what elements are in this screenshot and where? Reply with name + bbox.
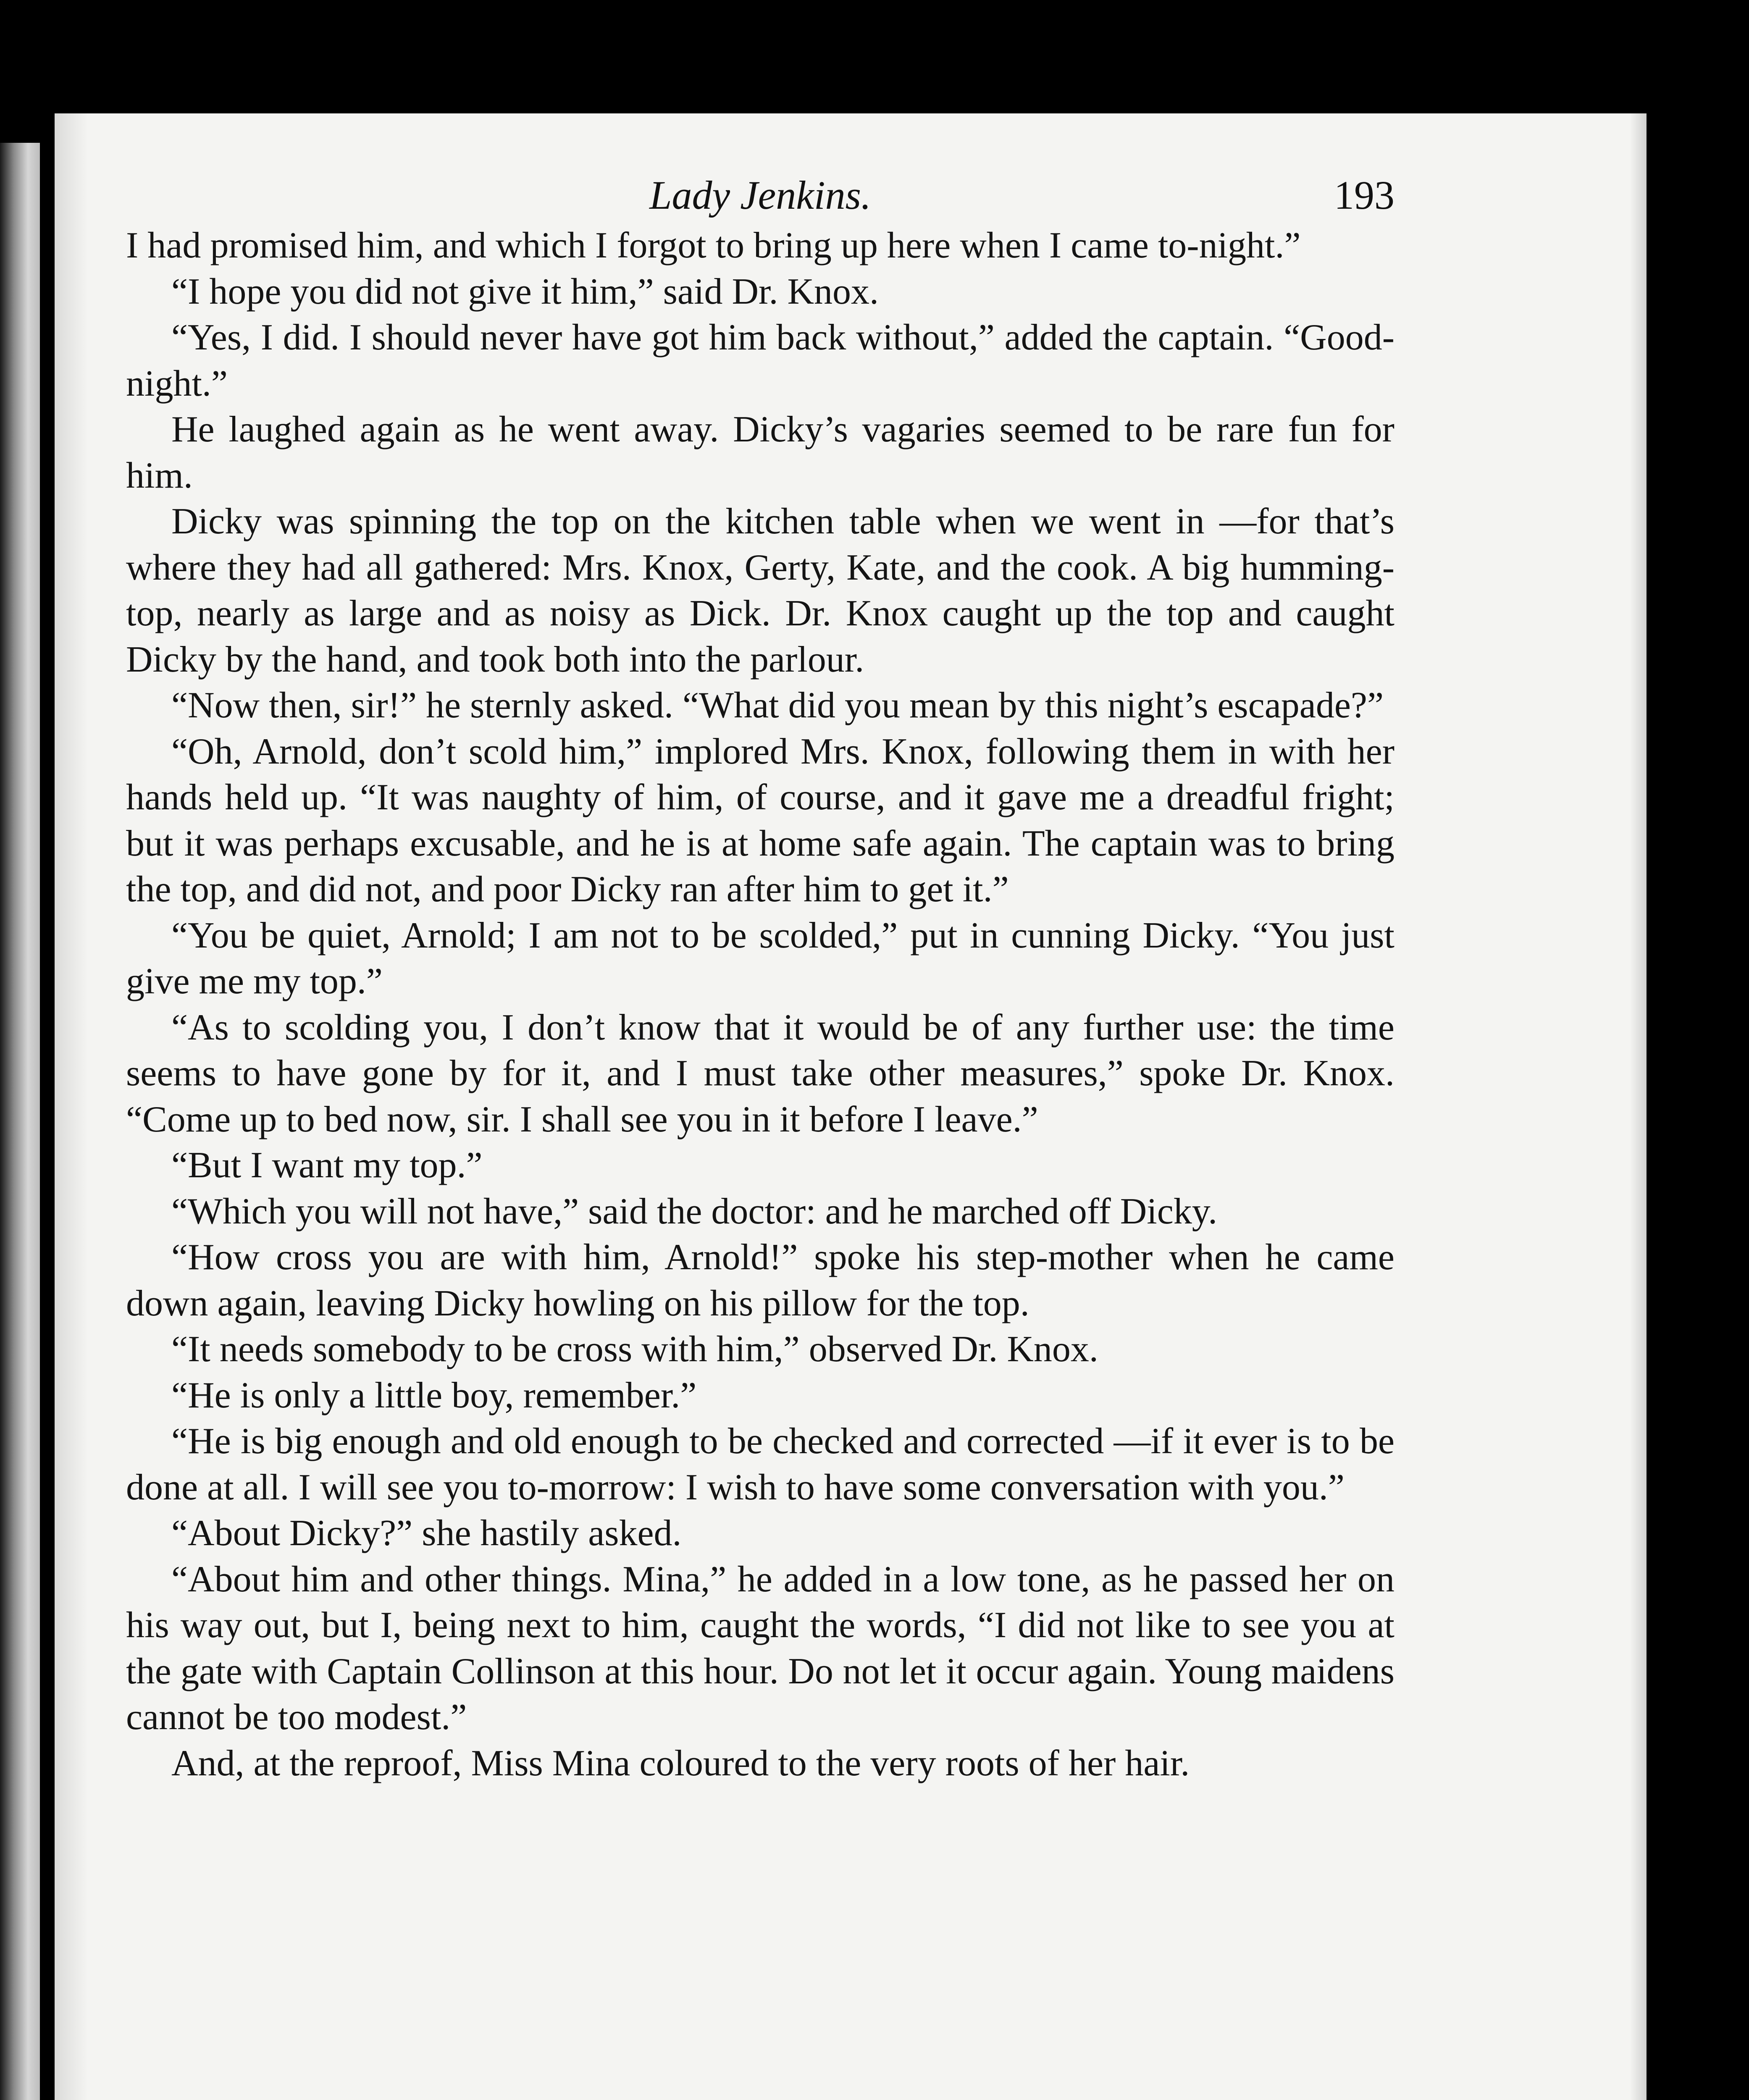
paragraph: “Oh, Arnold, don’t scold him,” implored Mrs. Knox, following them in with her hands held up. “It was naughty of him, of course, and it gave me a dreadful fright; but it was perhaps excusable, and he is at home safe again. The captain was to bring the top, and did not, and poor Dicky ran after him to get it.” [126,731,1394,910]
paragraph: And, at the reproof, Miss Mina coloured to the very roots of her hair. [171,1743,1190,1784]
running-head [126,164,1394,231]
paragraph: “About Dicky?” she hastily asked. [171,1513,682,1554]
paragraph: “But I want my top.” [171,1145,483,1186]
paragraph: “Now then, sir!” he sternly asked. “What did you mean by this night’s escapade?” [171,685,1384,726]
page-number: 193 [1334,173,1394,218]
paragraph: I had promised him, and which I forgot to bring up here when I came to-night.” [126,225,1301,266]
paragraph: “As to scolding you, I don’t know that it would be of any further use: the time seems to have gone by for it, and I must take other measures,” spoke Dr. Knox. “Come up to bed now, sir. I shall see you in it before I leave.” [126,1007,1394,1140]
paragraph: “You be quiet, Arnold; I am not to be scolded,” put in cunning Dicky. “You just give me my top.” [126,915,1394,1002]
paragraph: “He is big enough and old enough to be checked and corrected —if it ever is to be done at all. I will see you to-morrow: I wish to have some conversation with you.” [126,1421,1394,1508]
paragraph: Dicky was spinning the top on the kitchen table when we went in —for that’s where they had all gathered: Mrs. Knox, Gerty, Kate, and the cook. A big humming-top, nearly as large and as noisy as Dick. Dr. Knox caught up the top and caught Dicky by the hand, and took both into the parlour. [126,501,1394,680]
paragraph: “I hope you did not give it him,” said Dr. Knox. [171,271,879,312]
paragraph: “How cross you are with him, Arnold!” spoke his step-mother when he came down again, leaving Dicky howling on his pillow for the top. [126,1237,1394,1324]
paragraph: “Yes, I did. I should never have got him back without,” added the captain. “Good-night.” [126,317,1394,404]
facing-page-edge [0,143,40,2100]
page-edge-shadow [1630,113,1647,2100]
paragraph: “Which you will not have,” said the doctor: and he marched off Dicky. [171,1191,1218,1232]
paragraph: “He is only a little boy, remember.” [171,1375,697,1416]
paragraph: “It needs somebody to be cross with him,” observed Dr. Knox. [171,1329,1098,1370]
paragraph: “About him and other things. Mina,” he added in a low tone, as he passed her on his way out, but I, being next to him, caught the words, “I did not like to see you at the gate with Captain Collinson at this hour. Do not let it occur again. Young maidens cannot be too modest.” [126,1559,1394,1738]
paragraph: He laughed again as he went away. Dicky’s vagaries seemed to be rare fun for him. [126,409,1394,496]
body-text [126,223,1394,1786]
running-title: Lady Jenkins. [649,173,871,218]
